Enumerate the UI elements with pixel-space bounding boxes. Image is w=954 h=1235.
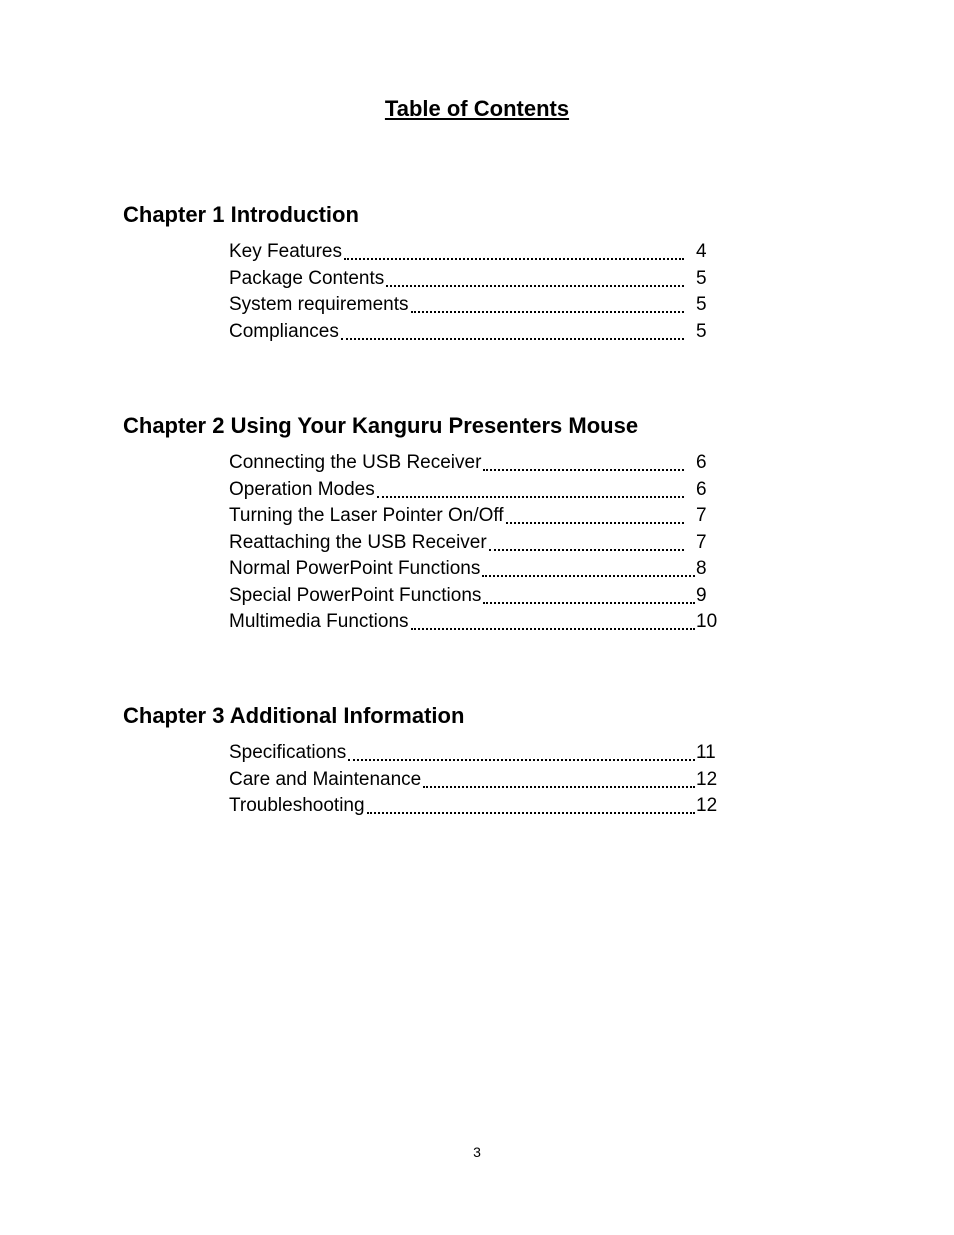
toc-title: Table of Contents [384, 96, 570, 121]
toc-entry-page: 5 [696, 294, 707, 315]
toc-entry-page: 11 [696, 742, 716, 763]
chapter-3-entries [229, 740, 719, 820]
toc-entry-label: Troubleshooting [229, 793, 365, 819]
toc-entry-special-powerpoint[interactable] [229, 583, 719, 610]
toc-entry-reattaching-usb-receiver[interactable] [229, 530, 719, 557]
toc-entry-label: Special PowerPoint Functions [229, 583, 481, 609]
chapter-1-section [123, 201, 823, 345]
toc-entry-label: Operation Modes [229, 477, 375, 503]
dot-leader [367, 812, 695, 814]
toc-entry-page: 7 [696, 505, 707, 526]
dot-leader [341, 338, 684, 340]
chapter-2-heading: Chapter 2 Using Your Kanguru Presenters Mouse [123, 413, 639, 438]
toc-entry-label: Care and Maintenance [229, 767, 421, 793]
toc-entry-multimedia[interactable] [229, 609, 719, 636]
dot-leader [423, 786, 695, 788]
dot-leader [411, 628, 695, 630]
toc-entry-label: Key Features [229, 239, 342, 265]
toc-entry-care-maintenance[interactable] [229, 767, 719, 794]
toc-entry-page: 5 [696, 320, 707, 342]
chapter-1-entries [229, 239, 719, 345]
dot-leader [377, 496, 684, 498]
toc-entry-page: 5 [696, 267, 707, 289]
toc-entry-system-requirements[interactable] [229, 292, 719, 319]
chapter-1-heading: Chapter 1 Introduction [123, 202, 359, 227]
toc-entry-label: System requirements [229, 292, 409, 318]
dot-leader [411, 311, 684, 313]
chapter-2-entries [229, 450, 719, 636]
toc-entry-laser-pointer[interactable] [229, 503, 719, 530]
toc-entry-page: 7 [696, 531, 707, 553]
toc-entry-label: Specifications [229, 740, 346, 766]
dot-leader [348, 759, 695, 761]
toc-entry-page: 8 [696, 558, 707, 579]
toc-entry-page: 6 [696, 478, 707, 500]
dot-leader [483, 469, 684, 471]
toc-entry-operation-modes[interactable] [229, 477, 719, 504]
toc-entry-key-features[interactable] [229, 239, 719, 266]
toc-entry-specifications[interactable] [229, 740, 719, 767]
dot-leader [489, 549, 684, 551]
dot-leader [344, 258, 684, 260]
chapter-3-heading: Chapter 3 Additional Information [123, 703, 465, 728]
toc-entry-connecting-usb-receiver[interactable] [229, 450, 719, 477]
dot-leader [386, 285, 684, 287]
toc-entry-troubleshooting[interactable] [229, 793, 719, 820]
toc-entry-page: 6 [696, 452, 707, 473]
toc-entry-page: 9 [696, 584, 707, 606]
toc-entry-page: 4 [696, 241, 707, 262]
toc-entry-page: 12 [696, 795, 718, 816]
chapter-3-section [123, 702, 823, 820]
dot-leader [483, 602, 695, 604]
page-number: 3 [473, 1144, 481, 1160]
toc-entry-label: Package Contents [229, 266, 384, 292]
dot-leader [482, 575, 695, 577]
dot-leader [506, 522, 684, 524]
chapter-2-section [123, 412, 823, 636]
toc-entry-label: Reattaching the USB Receiver [229, 530, 487, 556]
toc-entry-label: Turning the Laser Pointer On/Off [229, 503, 504, 529]
toc-entry-label: Multimedia Functions [229, 609, 409, 635]
toc-entry-page: 10 [696, 611, 718, 632]
toc-entry-normal-powerpoint[interactable] [229, 556, 719, 583]
toc-entry-label: Compliances [229, 319, 339, 345]
toc-entry-package-contents[interactable] [229, 266, 719, 293]
toc-entry-label: Normal PowerPoint Functions [229, 556, 480, 582]
toc-entry-compliances[interactable] [229, 319, 719, 346]
toc-entry-page: 12 [696, 768, 718, 790]
toc-entry-label: Connecting the USB Receiver [229, 450, 481, 476]
